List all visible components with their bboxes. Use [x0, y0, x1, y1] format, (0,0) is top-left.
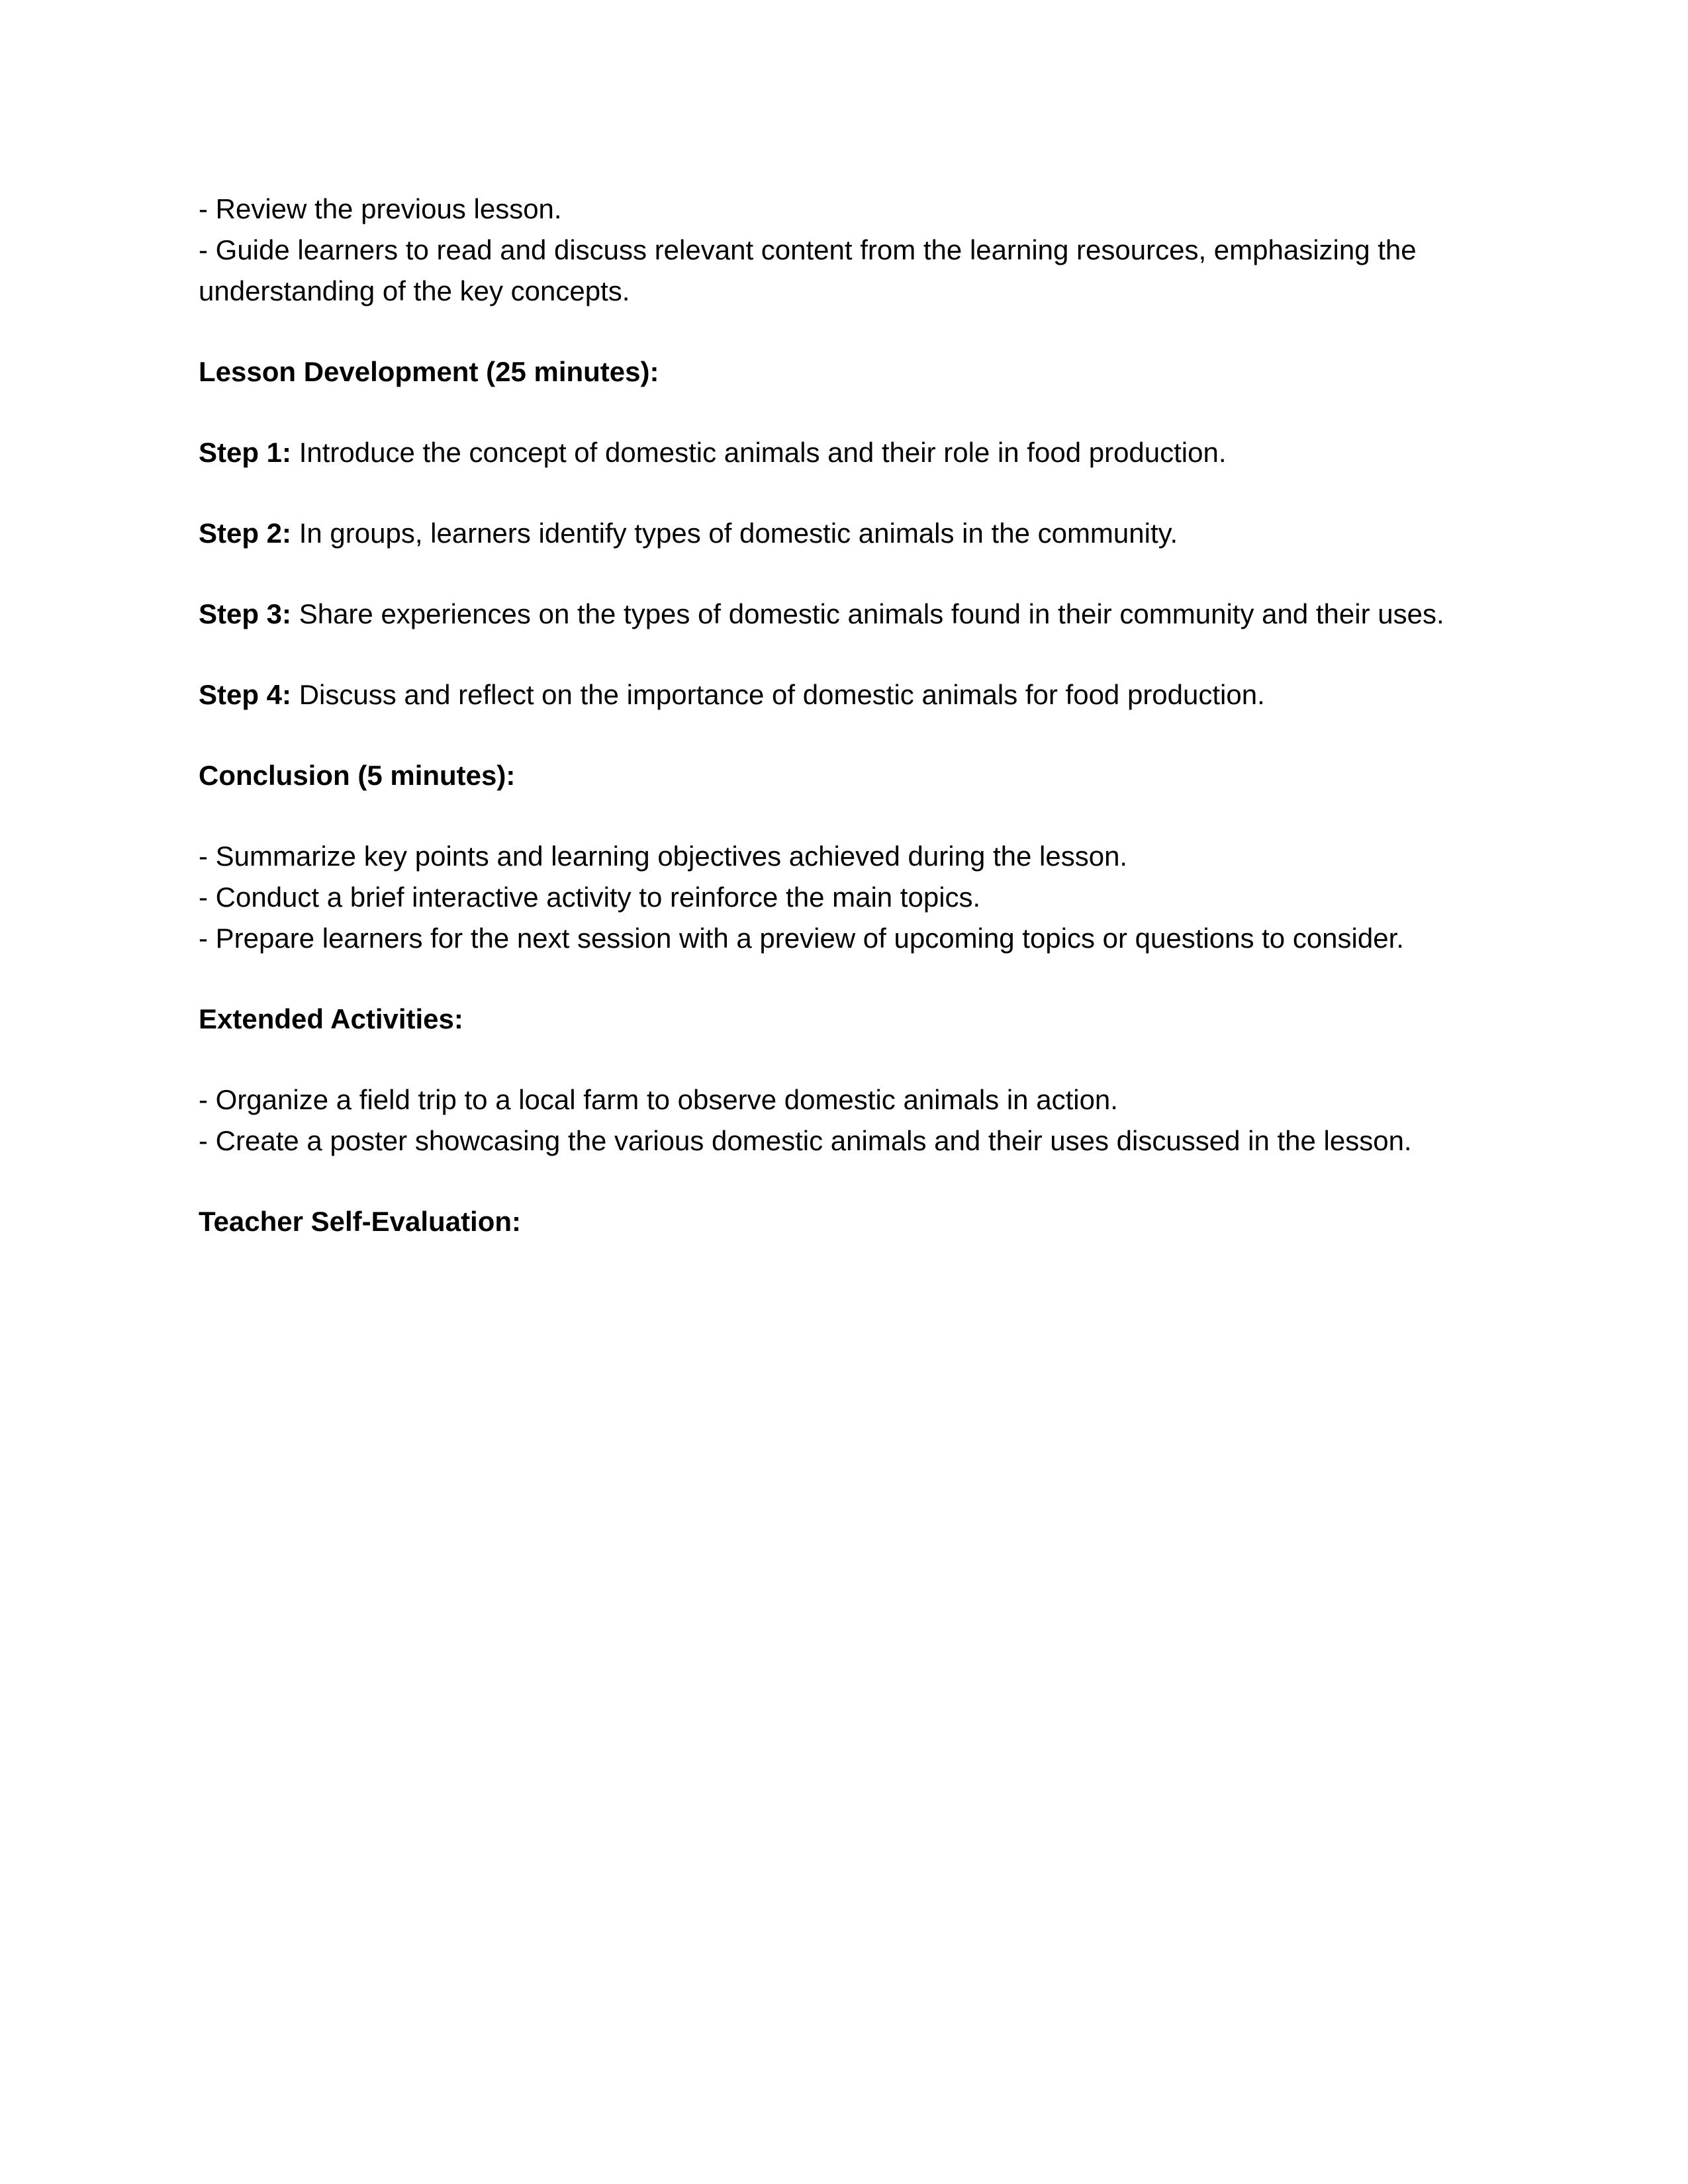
heading-extended-activities: Extended Activities:	[199, 1003, 463, 1034]
step-4-text: Discuss and reflect on the importance of domestic animals for food production.	[291, 679, 1265, 710]
step-2-text: In groups, learners identify types of domestic animals in the community.	[291, 518, 1178, 549]
intro-bullet-review-previous-lesson: - Review the previous lesson.	[199, 193, 562, 224]
conclusion-bullet-group	[199, 836, 1476, 959]
conclusion-bullet-summarize: - Summarize key points and learning objectives achieved during the lesson.	[199, 841, 1128, 872]
extended-activities-bullet-group	[199, 1079, 1476, 1161]
extended-bullet-field-trip: - Organize a field trip to a local farm to observe domestic animals in action.	[199, 1084, 1118, 1115]
intro-bullet-guide-learners: - Guide learners to read and discuss relevant content from the learning resources, emphasizing the understanding of the key concepts.	[199, 234, 1417, 306]
step-2-paragraph	[199, 513, 1476, 554]
step-1-label: Step 1:	[199, 437, 292, 468]
conclusion-bullet-interactive-activity: - Conduct a brief interactive activity to reinforce the main topics.	[199, 882, 981, 913]
introduction-bullet-group	[199, 189, 1476, 312]
step-3-paragraph	[199, 594, 1476, 635]
heading-lesson-development: Lesson Development (25 minutes):	[199, 356, 659, 387]
step-4-paragraph	[199, 674, 1476, 715]
step-1-paragraph	[199, 432, 1476, 473]
conclusion-bullet-prepare-next-session: - Prepare learners for the next session with a preview of upcoming topics or questions to consider.	[199, 923, 1404, 954]
step-2-label: Step 2:	[199, 518, 292, 549]
heading-teacher-self-evaluation: Teacher Self-Evaluation:	[199, 1206, 522, 1237]
step-3-text: Share experiences on the types of domestic animals found in their community and their uses.	[291, 598, 1444, 629]
heading-conclusion: Conclusion (5 minutes):	[199, 760, 516, 791]
step-1-text: Introduce the concept of domestic animals and their role in food production.	[291, 437, 1227, 468]
step-3-label: Step 3:	[199, 598, 292, 629]
extended-bullet-create-poster: - Create a poster showcasing the various domestic animals and their uses discussed in the lesson.	[199, 1125, 1412, 1156]
document-body	[199, 189, 1476, 1282]
step-4-label: Step 4:	[199, 679, 292, 710]
